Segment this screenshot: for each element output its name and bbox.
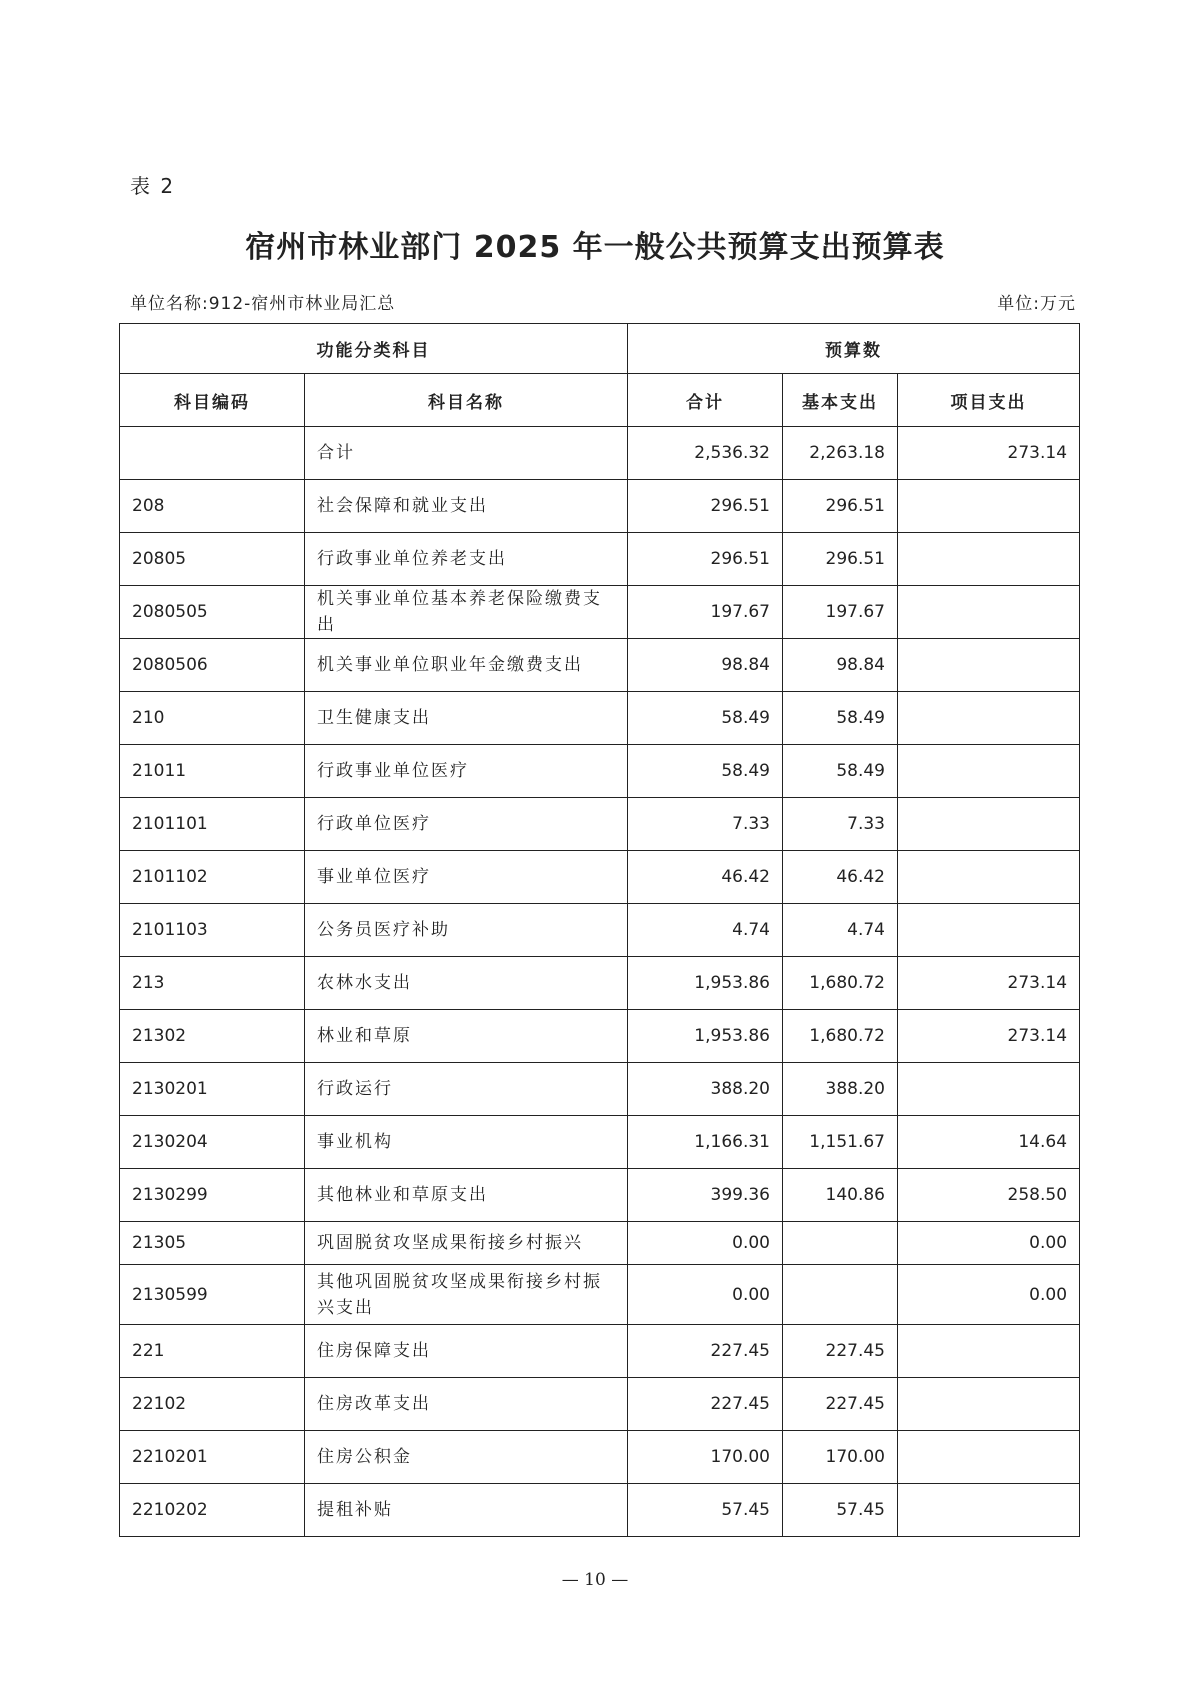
cell-total: 227.45 <box>628 1325 783 1378</box>
table-row <box>120 1116 1080 1169</box>
cell-basic: 296.51 <box>783 533 898 586</box>
cell-code: 2080506 <box>120 639 305 692</box>
cell-project <box>898 480 1080 533</box>
cell-basic: 227.45 <box>783 1378 898 1431</box>
table-row <box>120 1222 1080 1265</box>
cell-project <box>898 1431 1080 1484</box>
cell-project: 258.50 <box>898 1169 1080 1222</box>
cell-basic: 1,680.72 <box>783 957 898 1010</box>
page-title: 宿州市林业部门 2025 年一般公共预算支出预算表 <box>245 230 945 265</box>
cell-code: 213 <box>120 957 305 1010</box>
cell-code: 2210202 <box>120 1484 305 1537</box>
cell-basic: 7.33 <box>783 798 898 851</box>
table-row <box>120 639 1080 692</box>
cell-project: 273.14 <box>898 957 1080 1010</box>
cell-total: 197.67 <box>628 586 783 639</box>
cell-code: 2210201 <box>120 1431 305 1484</box>
cell-total: 388.20 <box>628 1063 783 1116</box>
cell-project <box>898 851 1080 904</box>
table-label: 表 2 <box>130 174 176 198</box>
cell-total: 0.00 <box>628 1265 783 1325</box>
table-row <box>120 1063 1080 1116</box>
cell-code: 210 <box>120 692 305 745</box>
table-row <box>120 586 1080 639</box>
cell-project: 0.00 <box>898 1265 1080 1325</box>
currency-unit: 单位:万元 <box>997 294 1076 314</box>
table-row <box>120 1010 1080 1063</box>
table-row <box>120 851 1080 904</box>
cell-name: 其他巩固脱贫攻坚成果衔接乡村振兴支出 <box>305 1265 628 1325</box>
cell-name: 机关事业单位基本养老保险缴费支出 <box>305 586 628 639</box>
cell-total: 1,953.86 <box>628 957 783 1010</box>
cell-name: 事业单位医疗 <box>305 851 628 904</box>
cell-basic: 57.45 <box>783 1484 898 1537</box>
cell-code: 208 <box>120 480 305 533</box>
cell-name: 行政事业单位医疗 <box>305 745 628 798</box>
cell-name: 机关事业单位职业年金缴费支出 <box>305 639 628 692</box>
cell-code: 2080505 <box>120 586 305 639</box>
budget-table <box>119 323 1080 1537</box>
cell-project: 273.14 <box>898 1010 1080 1063</box>
header-function-category: 功能分类科目 <box>120 324 628 374</box>
cell-total: 170.00 <box>628 1431 783 1484</box>
cell-project <box>898 586 1080 639</box>
cell-project <box>898 745 1080 798</box>
cell-code: 22102 <box>120 1378 305 1431</box>
cell-code: 221 <box>120 1325 305 1378</box>
cell-name: 提租补贴 <box>305 1484 628 1537</box>
table-row <box>120 798 1080 851</box>
header-project: 项目支出 <box>898 374 1080 427</box>
cell-name: 卫生健康支出 <box>305 692 628 745</box>
table-row <box>120 1325 1080 1378</box>
cell-basic: 2,263.18 <box>783 427 898 480</box>
cell-project <box>898 1378 1080 1431</box>
cell-name: 其他林业和草原支出 <box>305 1169 628 1222</box>
cell-basic: 388.20 <box>783 1063 898 1116</box>
cell-basic: 58.49 <box>783 745 898 798</box>
cell-code: 20805 <box>120 533 305 586</box>
cell-basic: 1,151.67 <box>783 1116 898 1169</box>
table-row <box>120 692 1080 745</box>
cell-basic: 58.49 <box>783 692 898 745</box>
cell-project: 14.64 <box>898 1116 1080 1169</box>
table-row <box>120 745 1080 798</box>
cell-basic: 4.74 <box>783 904 898 957</box>
cell-project <box>898 1063 1080 1116</box>
cell-code: 2101102 <box>120 851 305 904</box>
cell-name: 住房改革支出 <box>305 1378 628 1431</box>
cell-basic <box>783 1222 898 1265</box>
table-row <box>120 1431 1080 1484</box>
header-code: 科目编码 <box>120 374 305 427</box>
cell-total: 1,953.86 <box>628 1010 783 1063</box>
cell-basic: 170.00 <box>783 1431 898 1484</box>
cell-name: 公务员医疗补助 <box>305 904 628 957</box>
cell-name: 农林水支出 <box>305 957 628 1010</box>
cell-project <box>898 1325 1080 1378</box>
cell-code: 2130599 <box>120 1265 305 1325</box>
cell-basic: 296.51 <box>783 480 898 533</box>
cell-basic: 46.42 <box>783 851 898 904</box>
cell-total: 0.00 <box>628 1222 783 1265</box>
cell-code: 2130204 <box>120 1116 305 1169</box>
unit-name: 单位名称:912-宿州市林业局汇总 <box>130 294 396 314</box>
cell-total: 1,166.31 <box>628 1116 783 1169</box>
cell-project <box>898 692 1080 745</box>
table-row <box>120 427 1080 480</box>
cell-basic: 98.84 <box>783 639 898 692</box>
cell-code: 21302 <box>120 1010 305 1063</box>
page-number: — 10 — <box>561 1570 629 1590</box>
cell-code: 2130201 <box>120 1063 305 1116</box>
cell-name: 社会保障和就业支出 <box>305 480 628 533</box>
cell-basic: 197.67 <box>783 586 898 639</box>
table-row <box>120 480 1080 533</box>
cell-basic <box>783 1265 898 1325</box>
cell-name: 巩固脱贫攻坚成果衔接乡村振兴 <box>305 1222 628 1265</box>
table-row <box>120 1169 1080 1222</box>
cell-total: 4.74 <box>628 904 783 957</box>
cell-total: 399.36 <box>628 1169 783 1222</box>
table-row <box>120 1484 1080 1537</box>
cell-code: 2130299 <box>120 1169 305 1222</box>
cell-total: 58.49 <box>628 745 783 798</box>
cell-code: 2101103 <box>120 904 305 957</box>
cell-project <box>898 798 1080 851</box>
cell-code <box>120 427 305 480</box>
cell-total: 98.84 <box>628 639 783 692</box>
cell-project <box>898 639 1080 692</box>
header-name: 科目名称 <box>305 374 628 427</box>
cell-total: 296.51 <box>628 533 783 586</box>
table-row <box>120 533 1080 586</box>
cell-total: 7.33 <box>628 798 783 851</box>
cell-name: 行政单位医疗 <box>305 798 628 851</box>
cell-name: 行政运行 <box>305 1063 628 1116</box>
cell-name: 合计 <box>305 427 628 480</box>
cell-project: 273.14 <box>898 427 1080 480</box>
cell-basic: 227.45 <box>783 1325 898 1378</box>
cell-project: 0.00 <box>898 1222 1080 1265</box>
table-row <box>120 1265 1080 1325</box>
cell-name: 行政事业单位养老支出 <box>305 533 628 586</box>
cell-project <box>898 533 1080 586</box>
cell-project <box>898 904 1080 957</box>
cell-total: 296.51 <box>628 480 783 533</box>
cell-name: 林业和草原 <box>305 1010 628 1063</box>
cell-total: 57.45 <box>628 1484 783 1537</box>
cell-name: 事业机构 <box>305 1116 628 1169</box>
table-row <box>120 1378 1080 1431</box>
cell-total: 2,536.32 <box>628 427 783 480</box>
header-basic: 基本支出 <box>783 374 898 427</box>
cell-basic: 140.86 <box>783 1169 898 1222</box>
cell-name: 住房保障支出 <box>305 1325 628 1378</box>
cell-code: 2101101 <box>120 798 305 851</box>
cell-basic: 1,680.72 <box>783 1010 898 1063</box>
cell-code: 21305 <box>120 1222 305 1265</box>
cell-name: 住房公积金 <box>305 1431 628 1484</box>
cell-total: 227.45 <box>628 1378 783 1431</box>
cell-code: 21011 <box>120 745 305 798</box>
cell-project <box>898 1484 1080 1537</box>
header-budget: 预算数 <box>628 324 1080 374</box>
cell-total: 46.42 <box>628 851 783 904</box>
cell-total: 58.49 <box>628 692 783 745</box>
table-row <box>120 957 1080 1010</box>
table-row <box>120 904 1080 957</box>
header-total: 合计 <box>628 374 783 427</box>
